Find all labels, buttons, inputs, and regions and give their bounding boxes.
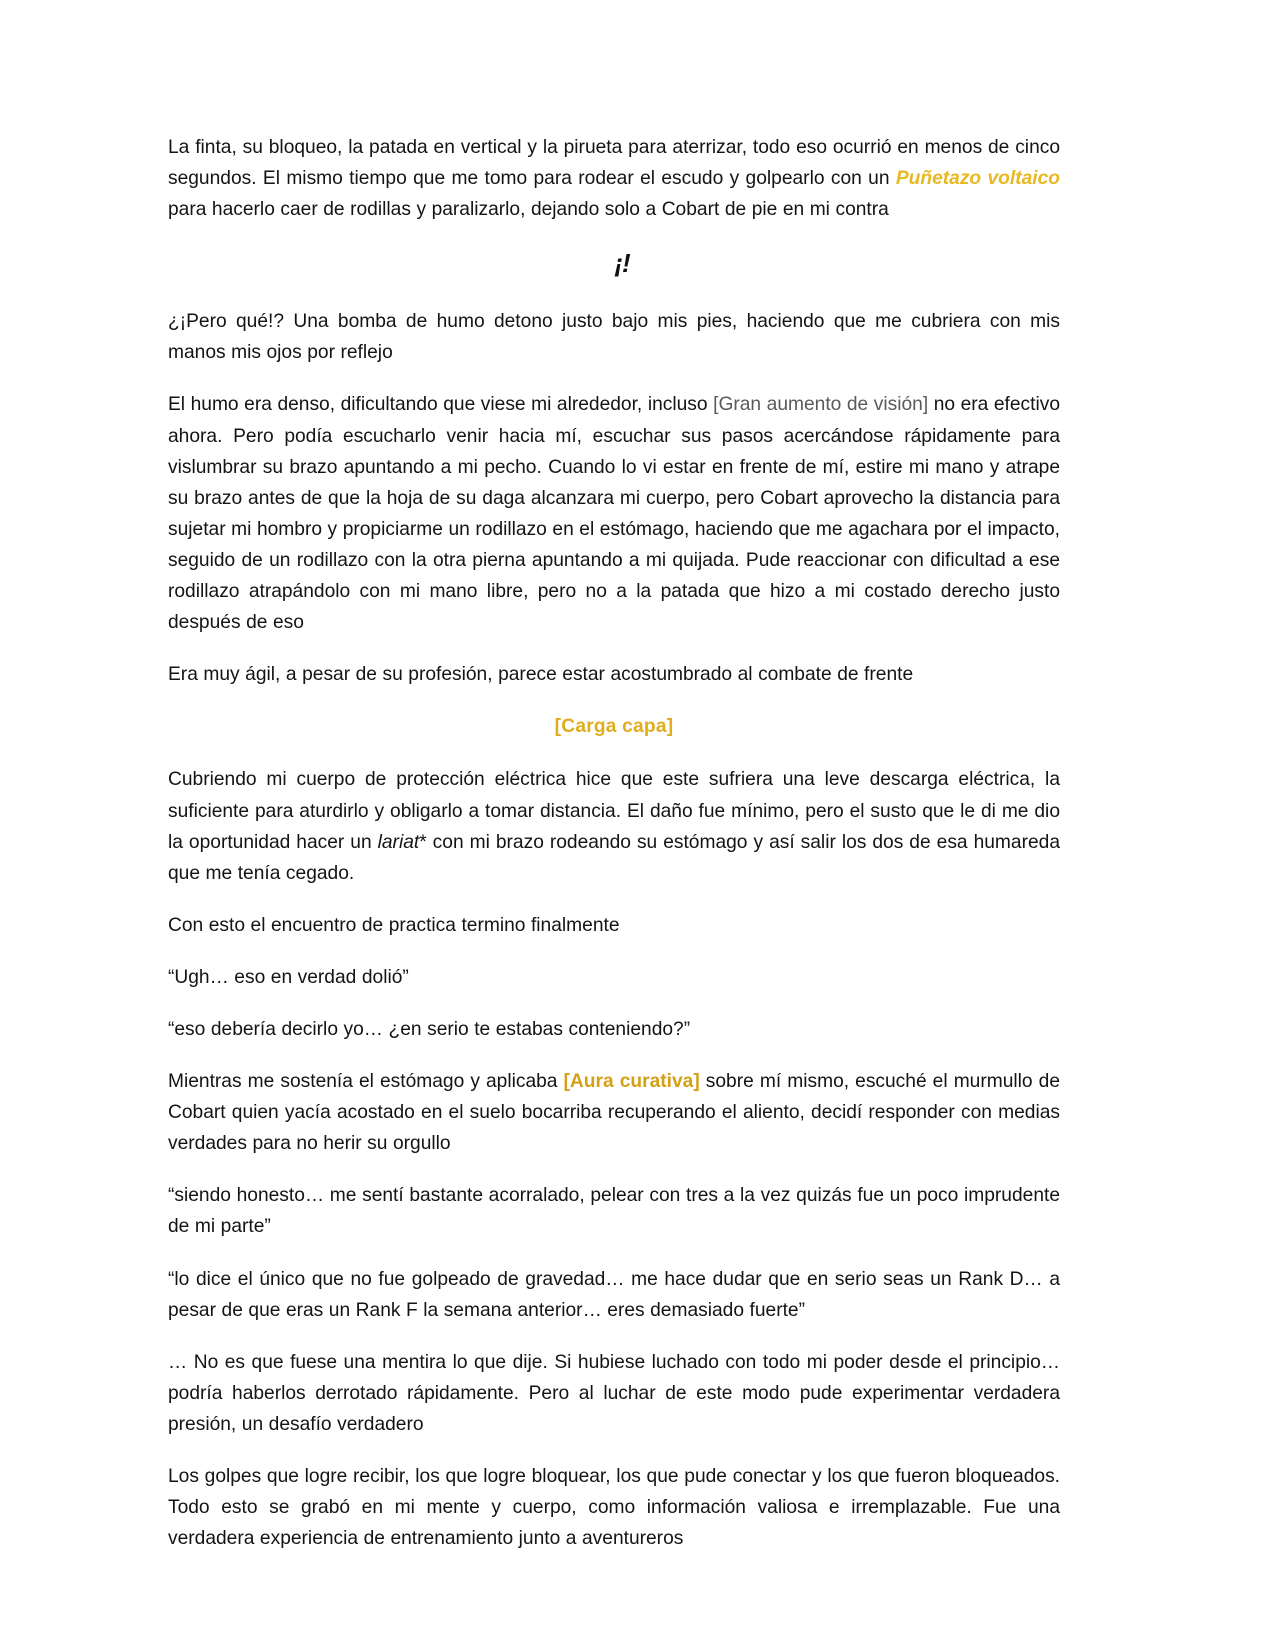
text-run: sobre mí mismo, escuché el murmullo de Cobart quien yacía acostado en el suelo bocarriba recuperando el aliento, decidí responder con medias verdades para no herir su orgullo	[168, 1071, 1061, 1155]
text-run: La finta, su bloqueo, la patada en vertical y la pirueta para aterrizar, todo eso ocurrió en menos de cinco segundos. El mismo tiempo que me tomo para rodear el escudo y golpearlo con un	[168, 137, 1060, 190]
text-run: * con mi brazo rodeando su estómago y así salir los dos de esa humareda que me tenía cegado.	[168, 831, 1060, 884]
paragraph-9	[168, 1066, 1060, 1159]
skill-name-highlight: Puñetazo voltaico	[895, 168, 1061, 190]
text-run: “lo dice el único que no fue golpeado de gravedad… me hace dudar que en serio seas un Rank D… a pesar de que eras un Rank F la semana anterior… eres demasiado fuerte”	[168, 1268, 1060, 1321]
paragraph-2	[168, 306, 1060, 368]
text-run: Los golpes que logre recibir, los que logre bloquear, los que pude conectar y los que fueron bloqueados. Todo esto se grabó en mi mente y cuerpo, como información valiosa e irremplazable. Fue una verdadera experiencia de entrenamiento junto a aventureros	[168, 1466, 1060, 1550]
text-run: ¿¡Pero qué!? Una bomba de humo detono justo bajo mis pies, haciendo que me cubriera con mis manos mis ojos por reflejo	[168, 311, 1060, 364]
text-run: Con esto el encuentro de practica termino finalmente	[168, 914, 620, 936]
document-body	[168, 132, 1060, 1554]
text-run: “Ugh… eso en verdad dolió”	[168, 966, 409, 988]
text-run: “siendo honesto… me sentí bastante acorralado, pelear con tres a la vez quizás fue un poco imprudente de mi parte”	[168, 1185, 1060, 1238]
paragraph-7	[168, 962, 1060, 993]
paragraph-1	[168, 132, 1060, 225]
skill-heading-carga-capa: [Carga capa]	[554, 716, 674, 738]
paragraph-8	[168, 1014, 1060, 1045]
paragraph-3	[168, 389, 1060, 638]
paragraph-4	[168, 659, 1060, 690]
paragraph-10	[168, 1180, 1060, 1242]
text-run: Mientras me sostenía el estómago y aplicaba	[168, 1071, 564, 1093]
text-run: El humo era denso, dificultando que viese mi alrededor, incluso	[168, 394, 714, 416]
paragraph-6	[168, 910, 1060, 941]
text-run: … No es que fuese una mentira lo que dije. Si hubiese luchado con todo mi poder desde el principio… podría haberlos derrotado rápidamente. Pero al luchar de este modo pude experimentar verdadera presión, un desafío verdadero	[168, 1351, 1060, 1435]
skill-name-highlight: [Aura curativa]	[563, 1071, 700, 1093]
paragraph-12	[168, 1347, 1060, 1440]
decorative-divider	[168, 246, 1060, 280]
divider-glyph-icon: ¡!	[614, 248, 630, 279]
paragraph-13	[168, 1461, 1060, 1554]
skill-name-muted: [Gran aumento de visión]	[713, 394, 929, 416]
text-run: Era muy ágil, a pesar de su profesión, parece estar acostumbrado al combate de frente	[168, 664, 914, 686]
paragraph-11	[168, 1264, 1060, 1326]
text-run: Cubriendo mi cuerpo de protección eléctrica hice que este sufriera una leve descarga eléctrica, la suficiente para aturdirlo y obligarlo a tomar distancia. El daño fue mínimo, pero el susto que le di me dio la oportunidad hacer un	[168, 769, 1060, 853]
text-run: “eso debería decirlo yo… ¿en serio te estabas conteniendo?”	[168, 1018, 691, 1040]
text-run: para hacerlo caer de rodillas y paralizarlo, dejando solo a Cobart de pie en mi contra	[168, 199, 889, 221]
italic-term: lariat	[377, 831, 420, 853]
text-run: no era efectivo ahora. Pero podía escucharlo venir hacia mí, escuchar sus pasos acercándose rápidamente para vislumbrar su brazo apuntando a mi pecho. Cuando lo vi estar en frente de mí, estire mi mano y atrape su brazo antes de que la hoja de su daga alcanzara mi cuerpo, pero Cobart aprovecho la distancia para sujetar mi hombro y propiciarme un rodillazo en el estómago, haciendo que me agachara por el impacto, seguido de un rodillazo con la otra pierna apuntando a mi quijada. Pude reaccionar con dificultad a ese rodillazo atrapándolo con mi mano libre, pero no a la patada que hizo a mi costado derecho justo después de eso	[168, 394, 1061, 634]
paragraph-5	[168, 764, 1060, 888]
